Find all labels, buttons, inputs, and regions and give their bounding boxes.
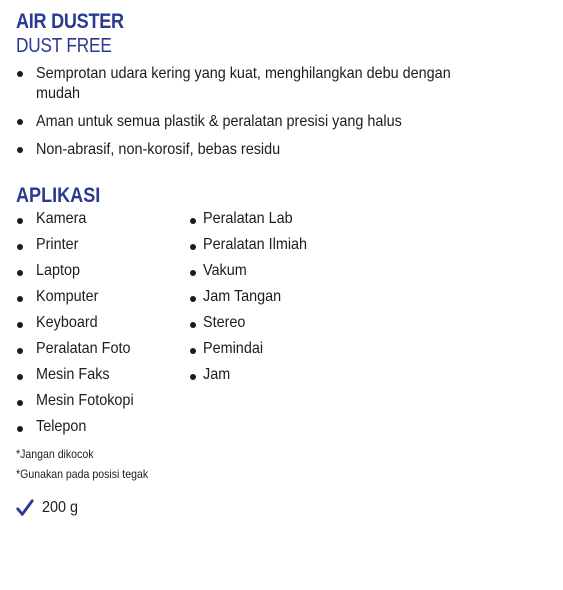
- application-label: Jam Tangan: [203, 288, 282, 305]
- weight-value: 200 g: [42, 499, 79, 516]
- product-info: [16, 10, 556, 517]
- net-weight: [16, 499, 556, 517]
- bullet-icon: [17, 348, 23, 354]
- bullet-icon: [17, 296, 23, 302]
- list-item: [190, 364, 319, 390]
- product-subtitle: DUST FREE: [16, 35, 112, 57]
- list-item: [190, 208, 319, 234]
- list-item: [190, 234, 319, 260]
- bullet-icon: [17, 426, 23, 432]
- check-icon: [16, 499, 34, 517]
- application-label: Mesin Fotokopi: [36, 392, 134, 409]
- applications-column-1: [16, 208, 145, 442]
- applications-heading: APLIKASI: [16, 184, 101, 207]
- application-label: Laptop: [36, 262, 81, 279]
- list-item: [16, 312, 145, 338]
- bullet-icon: [17, 374, 23, 380]
- application-label: Peralatan Foto: [36, 340, 131, 357]
- list-item: [16, 286, 145, 312]
- feature-text: Non-abrasif, non-korosif, bebas residu: [36, 141, 281, 158]
- application-label: Pemindai: [203, 340, 264, 357]
- list-item: [16, 234, 145, 260]
- bullet-icon: [17, 147, 23, 153]
- bullet-icon: [190, 270, 196, 276]
- bullet-icon: [190, 322, 196, 328]
- list-item: [190, 286, 319, 312]
- application-label: Keyboard: [36, 314, 98, 331]
- note-text: *Gunakan pada posisi tegak: [16, 467, 149, 481]
- list-item: [190, 338, 319, 364]
- applications-list: [16, 208, 556, 438]
- feature-item: [16, 112, 476, 132]
- application-label: Kamera: [36, 210, 87, 227]
- list-item: [16, 338, 145, 364]
- list-item: [190, 312, 319, 338]
- feature-item: [16, 140, 476, 160]
- list-item: [16, 208, 145, 234]
- feature-text: Aman untuk semua plastik & peralatan presisi yang halus: [36, 113, 402, 130]
- application-label: Printer: [36, 236, 79, 253]
- bullet-icon: [190, 348, 196, 354]
- bullet-icon: [190, 244, 196, 250]
- list-item: [16, 416, 145, 442]
- bullet-icon: [17, 218, 23, 224]
- bullet-icon: [190, 218, 196, 224]
- application-label: Peralatan Lab: [203, 210, 293, 227]
- feature-text: Semprotan udara kering yang kuat, menghilangkan debu dengan mudah: [36, 65, 451, 102]
- bullet-icon: [17, 244, 23, 250]
- usage-notes: [16, 444, 556, 484]
- bullet-icon: [17, 119, 23, 125]
- list-item: [190, 260, 319, 286]
- bullet-icon: [17, 270, 23, 276]
- list-item: [16, 364, 145, 390]
- list-item: [16, 390, 145, 416]
- application-label: Stereo: [203, 314, 246, 331]
- feature-item: [16, 64, 476, 104]
- bullet-icon: [190, 296, 196, 302]
- application-label: Mesin Faks: [36, 366, 110, 383]
- application-label: Komputer: [36, 288, 99, 305]
- feature-list: [16, 64, 556, 160]
- application-label: Peralatan Ilmiah: [203, 236, 308, 253]
- note-text: *Jangan dikocok: [16, 447, 94, 461]
- application-label: Jam: [203, 366, 231, 383]
- applications-column-2: [190, 208, 319, 390]
- bullet-icon: [190, 374, 196, 380]
- application-label: Vakum: [203, 262, 247, 279]
- product-title: AIR DUSTER: [16, 10, 124, 33]
- list-item: [16, 260, 145, 286]
- application-label: Telepon: [36, 418, 87, 435]
- bullet-icon: [17, 400, 23, 406]
- bullet-icon: [17, 322, 23, 328]
- bullet-icon: [17, 71, 23, 77]
